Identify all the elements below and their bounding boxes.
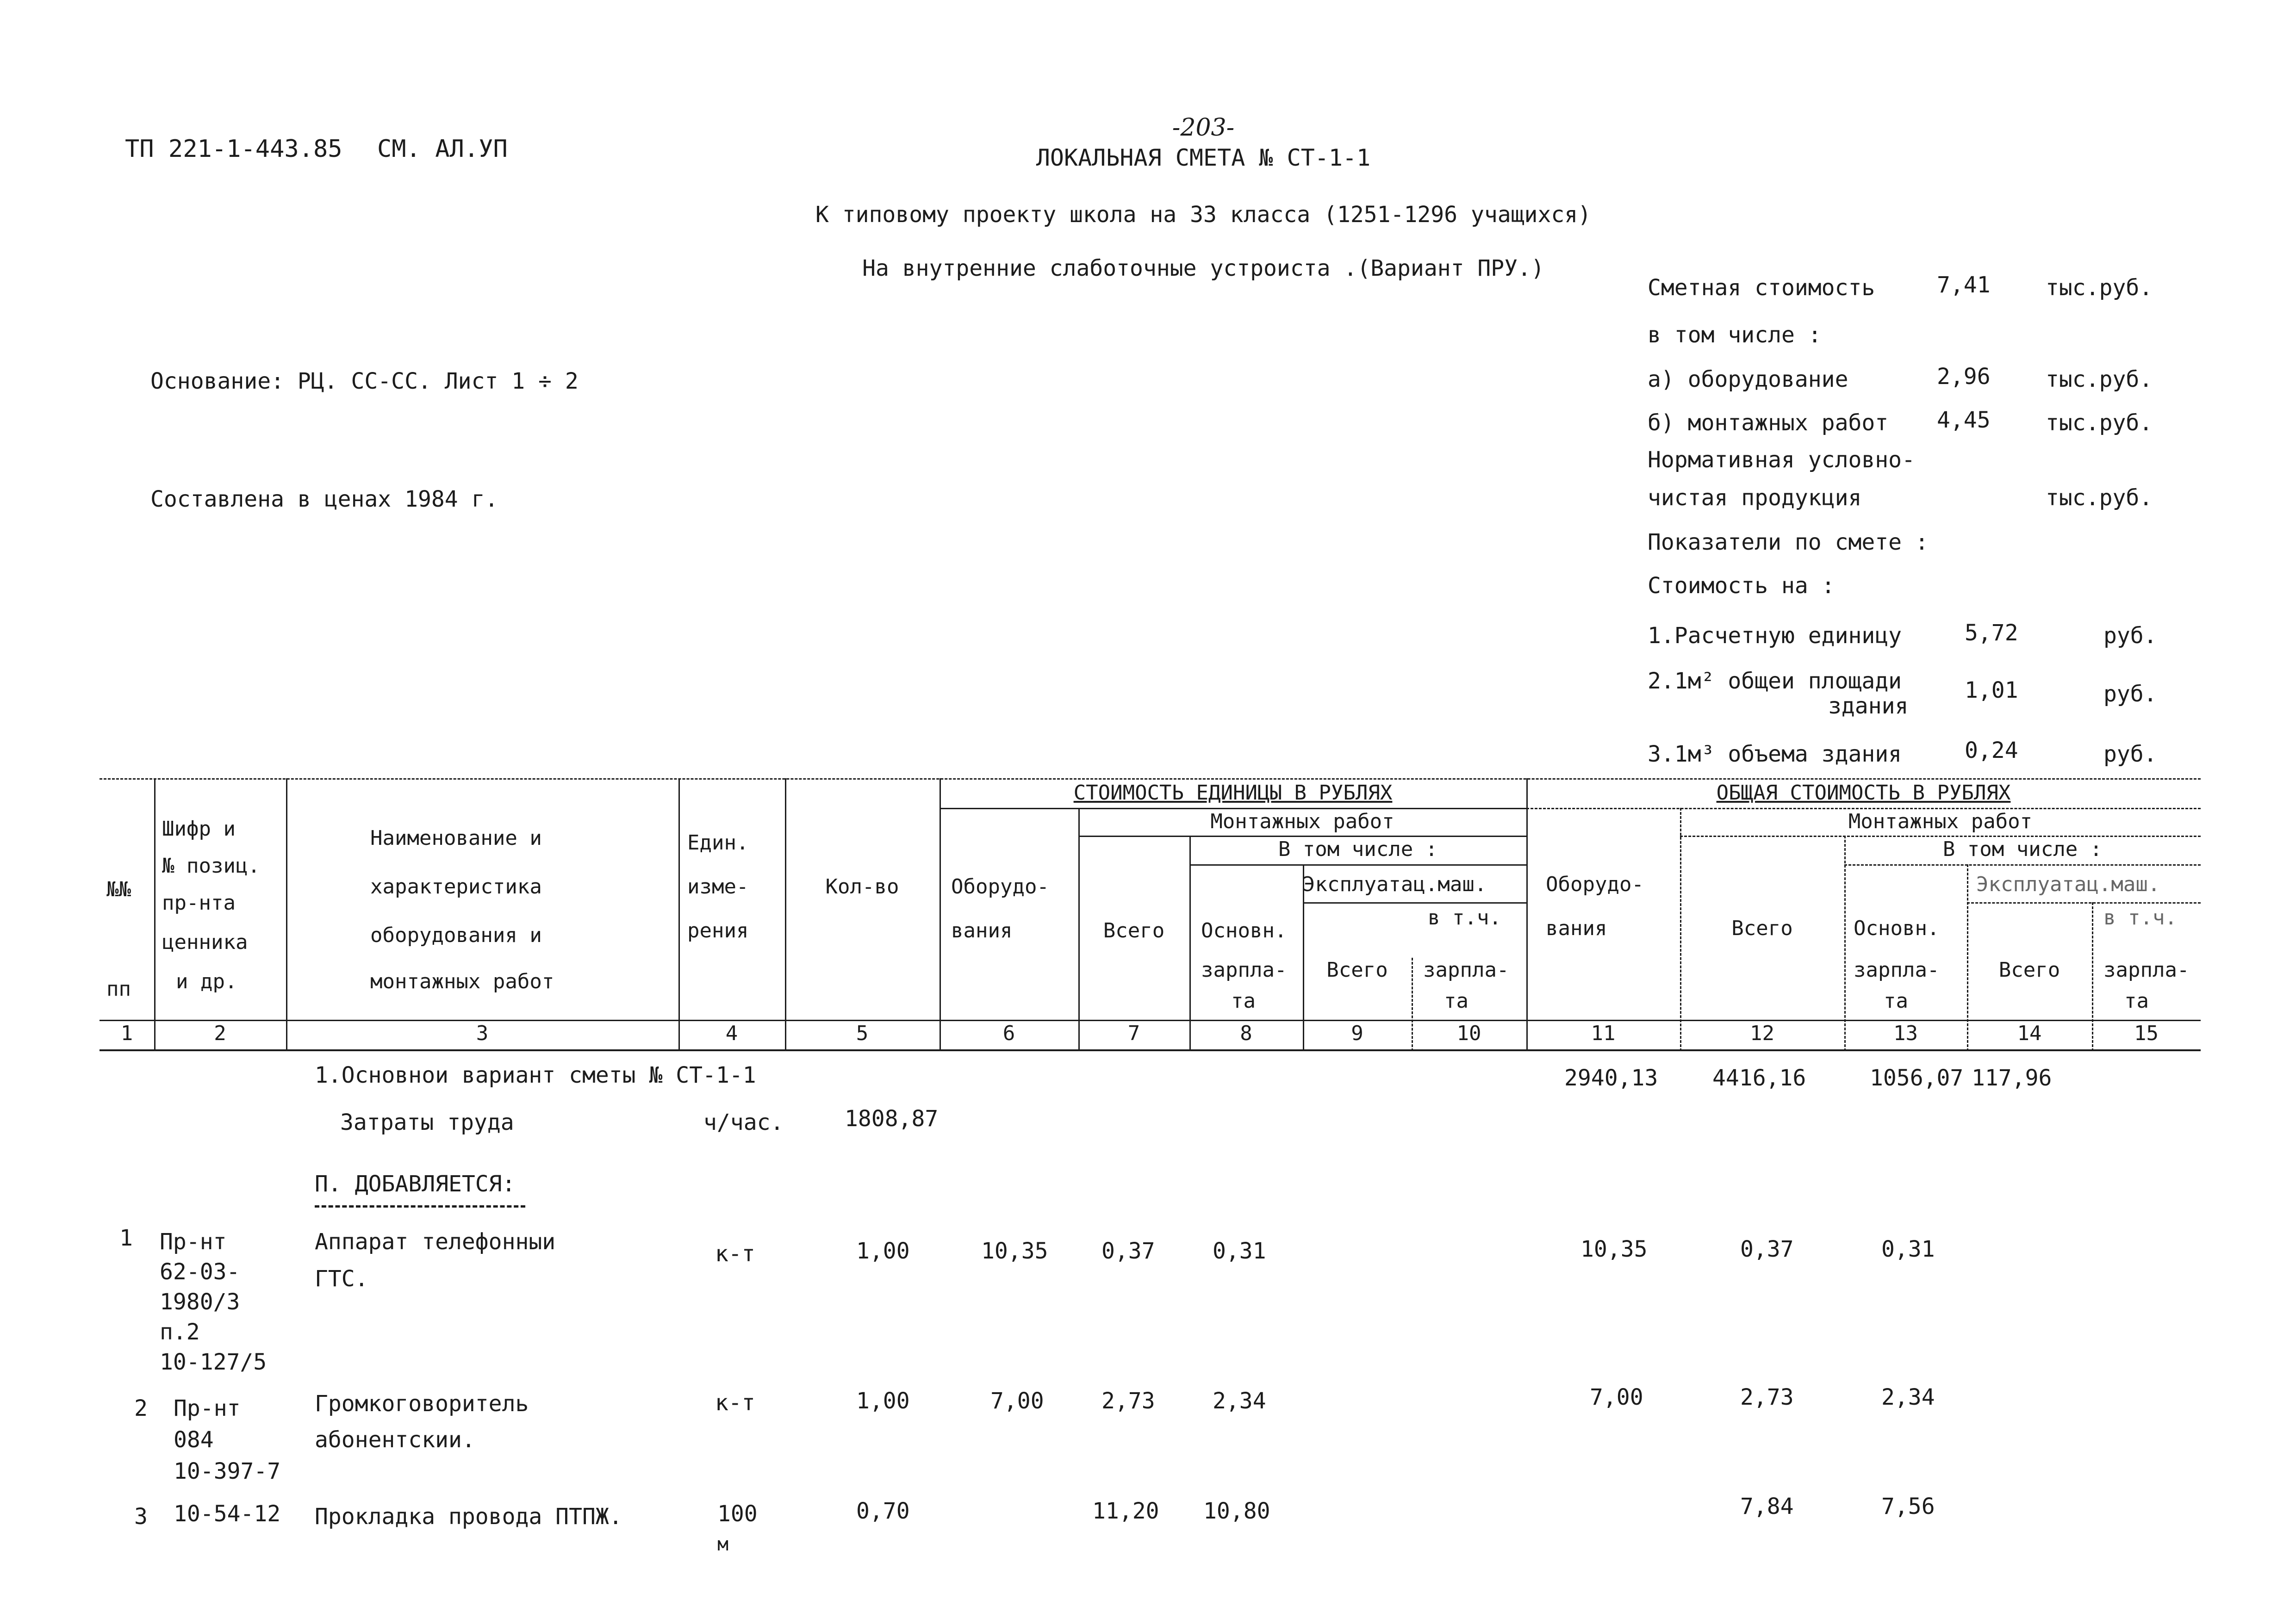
cost-on-label: Стоимость на : xyxy=(1648,573,1835,599)
row-c8: 10,80 xyxy=(1203,1498,1270,1524)
colnum-14: 14 xyxy=(2017,1022,2042,1045)
row-code: 1980/3 xyxy=(160,1289,240,1315)
mounting-label: б) монтажных работ xyxy=(1648,410,1889,436)
rule-numbers-bottom xyxy=(100,1049,2201,1051)
header-expl-unit: Эксплуатац.маш. xyxy=(1303,873,1487,896)
header-equip-unit-1: Оборудо- xyxy=(951,875,1049,899)
header-unit-3: рения xyxy=(687,919,749,942)
base-c11: 2940,13 xyxy=(1564,1065,1658,1091)
header-unit-2: изме- xyxy=(687,875,749,899)
row-c12: 7,84 xyxy=(1740,1494,1794,1519)
vline-4 xyxy=(785,778,786,1051)
row-number: 1 xyxy=(119,1225,133,1251)
estimate-basis: Основание: РЦ. СС-СС. Лист 1 ÷ 2 xyxy=(150,368,579,394)
header-expl-total: Эксплуатац.маш. xyxy=(1976,873,2160,896)
row-unit: м xyxy=(717,1534,729,1555)
vline-2 xyxy=(286,778,287,1051)
row-qty: 1,00 xyxy=(856,1388,910,1414)
colnum-5: 5 xyxy=(856,1022,869,1045)
rule-header-bottom xyxy=(100,1020,2201,1021)
row-code: п.2 xyxy=(160,1319,200,1345)
indicator-3-value: 0,24 xyxy=(1965,738,2018,763)
header-code-5: и др. xyxy=(176,970,237,993)
colnum-8: 8 xyxy=(1240,1022,1252,1045)
header-unit-cost: СТОИМОСТЬ ЕДИНИЦЫ В РУБЛЯХ xyxy=(1073,781,1393,805)
including-label: в том числе : xyxy=(1648,322,1822,348)
rule-expl-total xyxy=(1967,902,2201,904)
row-name: абонентскии. xyxy=(315,1427,475,1453)
base-c13: 1056,07 xyxy=(1870,1065,1964,1091)
equipment-value: 2,96 xyxy=(1937,364,1991,390)
row-name: ГТС. xyxy=(315,1266,368,1292)
header-basic-unit-1: Основн. xyxy=(1201,919,1287,942)
row-unit: к-т xyxy=(715,1390,755,1416)
added-underline xyxy=(315,1205,525,1208)
vline-1 xyxy=(154,778,156,1051)
estimate-subtitle: К типовому проекту школа на 33 класса (1251-1296 учащихся) xyxy=(815,202,1592,228)
header-name-1: Наименование и xyxy=(370,826,542,850)
header-equip-total-2: вания xyxy=(1546,917,1607,940)
header-incl-short-unit: в т.ч. xyxy=(1428,906,1501,930)
rule-unit-cost xyxy=(940,808,1526,809)
row-qty: 0,70 xyxy=(856,1498,910,1524)
colnum-15: 15 xyxy=(2134,1022,2159,1045)
page-number: -203- xyxy=(1172,114,1235,142)
colnum-2: 2 xyxy=(214,1022,226,1045)
row-c6: 7,00 xyxy=(990,1388,1044,1414)
row-c11: 10,35 xyxy=(1580,1236,1648,1262)
rule-incl-total xyxy=(1844,864,2201,866)
header-basic-total-3: та xyxy=(1884,989,1908,1013)
colnum-12: 12 xyxy=(1750,1022,1774,1045)
header-equip-total-1: Оборудо- xyxy=(1546,873,1644,896)
header-expl-all-unit: Всего xyxy=(1326,958,1388,982)
header-name-2: характеристика xyxy=(370,875,542,899)
rule-mount-total xyxy=(1680,836,2201,837)
header-qty: Кол-во xyxy=(825,875,899,899)
header-mount-total: Монтажных работ xyxy=(1848,810,2033,833)
estimate-title: ЛОКАЛЬНАЯ СМЕТА № СТ-1-1 xyxy=(1036,144,1371,171)
row-c13: 7,56 xyxy=(1881,1494,1935,1519)
mounting-unit: тыс.руб. xyxy=(2046,410,2153,436)
header-basic-total-1: Основн. xyxy=(1854,917,1940,940)
vline-12 xyxy=(1844,836,1846,1051)
added-heading: П. ДОБАВЛЯЕТСЯ: xyxy=(315,1171,516,1197)
vline-3 xyxy=(678,778,680,1051)
row-name: Громкоговоритель xyxy=(315,1391,529,1417)
rule-incl-unit xyxy=(1189,864,1526,866)
base-c14: 117,96 xyxy=(1972,1065,2052,1091)
header-name-4: монтажных работ xyxy=(370,970,554,993)
equipment-label: а) оборудование xyxy=(1648,366,1848,392)
rule-expl-unit xyxy=(1303,902,1526,904)
indicator-3-label: 3.1м³ объема здания xyxy=(1648,741,1902,767)
indicators-label: Показатели по смете : xyxy=(1648,529,1929,555)
header-unit-1: Един. xyxy=(687,831,749,855)
colnum-3: 3 xyxy=(476,1022,489,1045)
row-code: 084 xyxy=(174,1427,214,1453)
normative-label-2: чистая продукция xyxy=(1648,485,1862,511)
row-code: 10-127/5 xyxy=(160,1349,267,1375)
indicator-1-value: 5,72 xyxy=(1965,620,2018,646)
colnum-4: 4 xyxy=(725,1022,738,1045)
row-code: Пр-нт xyxy=(174,1395,241,1421)
header-code-4: ценника xyxy=(162,930,248,954)
row-c12: 2,73 xyxy=(1740,1384,1794,1410)
header-code-2: № позиц. xyxy=(162,854,260,878)
colnum-13: 13 xyxy=(1893,1022,1918,1045)
row-c6: 10,35 xyxy=(981,1238,1048,1264)
header-nn: №№ пп xyxy=(106,878,131,1001)
header-salary-total-2: та xyxy=(2124,989,2149,1013)
header-salary-unit-1: зарпла- xyxy=(1423,958,1509,982)
indicator-1-unit: руб. xyxy=(2103,623,2157,649)
document-code: ТП 221-1-443.85 xyxy=(125,135,342,163)
rule-mount-unit xyxy=(1078,836,1526,837)
row-code: Пр-нт xyxy=(160,1229,227,1255)
labor-label: Затраты труда xyxy=(340,1110,514,1135)
indicator-2-value: 1,01 xyxy=(1965,677,2018,703)
header-name-3: оборудования и xyxy=(370,924,542,947)
price-level: Составлена в ценах 1984 г. xyxy=(150,486,498,512)
row-c7: 11,20 xyxy=(1092,1498,1159,1524)
base-variant-label: 1.Основнои вариант сметы № СТ-1-1 xyxy=(315,1062,756,1088)
rule-total-cost xyxy=(1526,808,2201,809)
header-code-3: пр-нта xyxy=(162,891,236,915)
indicator-2-label: 2.1м² общеи площади xyxy=(1648,668,1902,694)
rule-top xyxy=(100,778,2201,780)
indicator-3-unit: руб. xyxy=(2103,741,2157,767)
row-c13: 0,31 xyxy=(1881,1236,1935,1262)
cost-unit: тыс.руб. xyxy=(2046,275,2153,301)
row-c8: 0,31 xyxy=(1213,1238,1266,1264)
header-total-unit: Всего xyxy=(1103,919,1165,942)
indicator-2-label-2: здания xyxy=(1828,693,1909,719)
row-name: Аппарат телефонныи xyxy=(315,1229,556,1255)
cost-value: 7,41 xyxy=(1937,272,1991,298)
header-code-1: Шифр и xyxy=(162,817,236,841)
row-c7: 0,37 xyxy=(1101,1238,1155,1264)
colnum-7: 7 xyxy=(1127,1022,1140,1045)
header-basic-total-2: зарпла- xyxy=(1854,958,1940,982)
row-c7: 2,73 xyxy=(1101,1388,1155,1414)
base-c12: 4416,16 xyxy=(1712,1065,1806,1091)
cost-label: Сметная стоимость xyxy=(1648,275,1875,301)
header-incl-unit: В том числе : xyxy=(1278,837,1438,861)
row-c12: 0,37 xyxy=(1740,1236,1794,1262)
indicator-2-unit: руб. xyxy=(2103,681,2157,707)
header-total-cost: ОБЩАЯ СТОИМОСТЬ В РУБЛЯХ xyxy=(1716,781,2011,805)
labor-unit: ч/час. xyxy=(703,1110,784,1135)
vline-10 xyxy=(1526,778,1528,1051)
labor-value: 1808,87 xyxy=(845,1106,939,1132)
row-qty: 1,00 xyxy=(856,1238,910,1264)
header-basic-unit-3: та xyxy=(1231,989,1256,1013)
estimate-scope: На внутренние слаботочные устроиста .(Вариант ПРУ.) xyxy=(862,255,1544,281)
row-c13: 2,34 xyxy=(1881,1384,1935,1410)
vline-5 xyxy=(940,778,941,1051)
header-equip-unit-2: вания xyxy=(951,919,1013,942)
header-total-total: Всего xyxy=(1731,917,1793,940)
row-name: Прокладка провода ПТПЖ. xyxy=(315,1504,622,1530)
row-code: 62-03- xyxy=(160,1259,240,1285)
header-incl-total: В том числе : xyxy=(1942,837,2103,861)
colnum-11: 11 xyxy=(1591,1022,1616,1045)
header-salary-unit-2: та xyxy=(1444,989,1468,1013)
header-salary-total-1: зарпла- xyxy=(2103,958,2190,982)
equipment-unit: тыс.руб. xyxy=(2046,366,2153,392)
row-unit: 100 xyxy=(717,1501,758,1527)
vline-7 xyxy=(1189,836,1191,1051)
colnum-1: 1 xyxy=(120,1022,133,1045)
header-incl-short-total: в т.ч. xyxy=(2103,906,2177,930)
row-unit: к-т xyxy=(715,1241,755,1267)
colnum-9: 9 xyxy=(1351,1022,1363,1045)
row-code: 10-54-12 xyxy=(174,1501,281,1527)
normative-label-1: Нормативная условно- xyxy=(1648,447,1915,473)
colnum-10: 10 xyxy=(1456,1022,1481,1045)
row-number: 3 xyxy=(134,1504,148,1530)
mounting-value: 4,45 xyxy=(1937,407,1991,433)
header-basic-unit-2: зарпла- xyxy=(1201,958,1287,982)
album-reference: СМ. АЛ.УП xyxy=(377,135,508,163)
header-expl-all-total: Всего xyxy=(1998,958,2060,982)
normative-unit: тыс.руб. xyxy=(2046,485,2153,511)
row-number: 2 xyxy=(134,1395,148,1421)
indicator-1-label: 1.Расчетную единицу xyxy=(1648,623,1902,649)
colnum-6: 6 xyxy=(1002,1022,1015,1045)
row-code: 10-397-7 xyxy=(174,1458,281,1484)
row-c8: 2,34 xyxy=(1213,1388,1266,1414)
header-mount-unit: Монтажных работ xyxy=(1210,810,1394,833)
row-c11: 7,00 xyxy=(1590,1384,1643,1410)
